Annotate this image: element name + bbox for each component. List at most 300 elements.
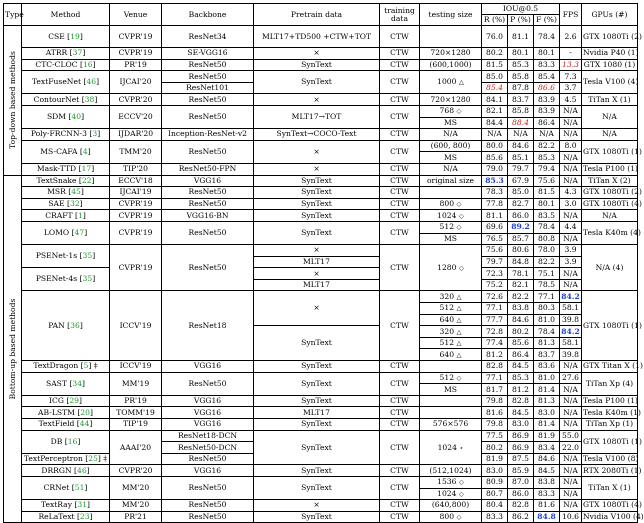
method-cell: CTC-CLOC [16] <box>22 59 110 71</box>
pretrain-cell: SynText <box>254 326 380 361</box>
precision-cell: 86.9 <box>508 442 534 454</box>
fmeasure-cell: 78.4 <box>534 26 560 48</box>
gpus-cell: GTX 1080Ti (4) <box>583 199 642 209</box>
venue-cell: TMM'20 <box>110 140 162 163</box>
citation-link[interactable]: 29 <box>69 396 79 406</box>
training-cell: CTW <box>380 187 420 199</box>
citation-link[interactable]: 22 <box>81 175 92 185</box>
fmeasure-cell: 81.9 <box>534 430 560 442</box>
venue-cell: ICCV'19 <box>110 361 162 373</box>
fps-cell: N/A <box>560 488 582 500</box>
fps-cell: 8.0 <box>560 140 582 152</box>
comparison-table <box>3 3 644 523</box>
fmeasure-cell: 81.4 <box>534 384 560 396</box>
fps-cell: 58.1 <box>560 337 582 349</box>
venue-cell: ICCV'19 <box>110 291 162 361</box>
fps-cell: N/A <box>560 419 582 431</box>
method-cell: SDM [40] <box>22 105 110 128</box>
recall-cell-best: 85.3 <box>482 175 508 187</box>
citation-link[interactable]: 5 <box>83 361 89 371</box>
method-cell: Poly-FRCNN-3 [3] <box>22 129 110 141</box>
test-size-cell: 768 ◇ <box>420 105 482 117</box>
venue-cell: MM'20 <box>110 476 162 499</box>
header-fmeasure: F (%) <box>534 15 560 26</box>
fps-cell: N/A <box>560 465 582 477</box>
test-size-cell: 1536 ◇ <box>420 476 482 488</box>
fmeasure-cell: 78.4 <box>534 221 560 233</box>
method-name: PSENet-4s <box>35 274 78 284</box>
recall-cell: 80.9 <box>482 476 508 488</box>
dagger-icon: ‡ <box>103 454 108 464</box>
group-bottom-up-label: Bottom-up based methods <box>7 298 17 400</box>
citation-link[interactable]: 1 <box>77 210 83 220</box>
backbone-cell: ResNet50 <box>162 140 254 163</box>
venue-cell: PR'19 <box>110 395 162 407</box>
method-name: CRAFT <box>45 210 73 220</box>
backbone-cell: ResNet50 <box>162 105 254 128</box>
header-method: Method <box>22 4 110 26</box>
precision-cell: 67.9 <box>508 175 534 187</box>
citation-link[interactable]: 35 <box>82 274 93 284</box>
citation-link[interactable]: 3 <box>92 129 98 139</box>
fps-cell: N/A <box>560 500 582 512</box>
gpus-cell: GTX 1080Ti (4) <box>583 500 642 510</box>
precision-cell: 85.8 <box>508 71 534 83</box>
citation-link[interactable]: 47 <box>74 228 85 238</box>
training-cell: CTW <box>380 361 420 373</box>
backbone-cell: ResNet50 <box>162 221 254 244</box>
test-size-cell: 720×1280 <box>420 94 482 106</box>
citation-link[interactable]: 51 <box>74 483 85 493</box>
method-cell: PAN [36] <box>22 291 110 361</box>
method-name: CRNet <box>43 483 70 493</box>
fps-cell: 3.7 <box>560 82 582 94</box>
method-name: SAST <box>46 378 67 388</box>
header-testing: testing size <box>420 4 482 26</box>
pretrain-cell: SynText <box>254 465 380 477</box>
citation-link[interactable]: 23 <box>79 512 90 522</box>
recall-cell: 75.6 <box>482 245 508 257</box>
recall-cell: 81.9 <box>482 453 508 465</box>
backbone-cell: ResNet50 <box>162 500 254 512</box>
fps-cell: N/A <box>560 407 582 419</box>
test-size-cell: 576×576 <box>420 419 482 431</box>
pretrain-cell: SynText <box>254 361 380 373</box>
fmeasure-cell: 83.4 <box>534 442 560 454</box>
test-size-cell: 720×1280 <box>420 48 482 60</box>
gpus-cell: Tesla P100 (1) <box>583 164 639 174</box>
fps-cell: 4.3 <box>560 187 582 199</box>
training-cell: CTW <box>380 175 420 187</box>
fps-cell: 58.1 <box>560 303 582 315</box>
recall-cell: 80.2 <box>482 442 508 454</box>
test-size-cell: 800 ◇ <box>420 198 482 210</box>
dagger-icon: ‡ <box>93 361 98 371</box>
training-cell: CTW <box>380 419 420 431</box>
fmeasure-cell: 83.3 <box>534 488 560 500</box>
backbone-cell: ResNet34 <box>162 26 254 48</box>
fps-cell: N/A <box>560 384 582 396</box>
gpus-cell: Tesla K40m (4) <box>582 221 638 244</box>
venue-cell: CVPR'19 <box>110 48 162 60</box>
venue-cell: CVPR'20 <box>110 465 162 477</box>
precision-cell: 85.0 <box>508 187 534 199</box>
venue-cell: MM'20 <box>110 500 162 512</box>
backbone-cell: VGG16 <box>162 175 254 187</box>
venue-cell: IJDAR'20 <box>110 129 162 141</box>
recall-cell: 81.1 <box>482 210 508 222</box>
pretrain-cell: SynText→COCO-Text <box>254 129 380 141</box>
fmeasure-cell: 75.1 <box>534 268 560 280</box>
training-cell: CTW <box>380 221 420 244</box>
method-cell: PSENet-4s [35] <box>22 268 110 291</box>
training-cell: CTW <box>380 500 420 512</box>
precision-cell: 85.1 <box>508 152 534 164</box>
gpus-cell: GTX 1080 (1) <box>582 59 638 71</box>
header-precision: P (%) <box>508 15 534 26</box>
method-name: Mask-TTD <box>36 164 77 174</box>
venue-cell: CVPR'20 <box>110 94 162 106</box>
recall-cell: 79.8 <box>482 419 508 431</box>
pretrain-cell: × <box>254 163 380 175</box>
citation-link[interactable]: 34 <box>72 378 83 388</box>
header-iou: IOU@0.5 <box>482 4 560 15</box>
recall-cell: 77.5 <box>482 430 508 442</box>
group-top-down <box>4 26 22 176</box>
recall-cell: 77.7 <box>482 314 508 326</box>
fmeasure-cell: 85.3 <box>534 152 560 164</box>
training-cell: CTW <box>380 163 420 175</box>
method-name: TextRay <box>40 500 72 510</box>
method-name: ContourNet <box>33 94 80 104</box>
pretrain-cell: × <box>254 291 380 326</box>
venue-cell: MM'19 <box>110 372 162 395</box>
pretrain-cell: SynText <box>254 198 380 210</box>
fmeasure-cell: 86.4 <box>534 117 560 129</box>
fmeasure-cell: 82.2 <box>534 256 560 268</box>
pretrain-cell: SynText <box>254 71 380 94</box>
method-name: ATRR <box>45 48 68 58</box>
method-cell: SAST [34] <box>22 372 110 395</box>
precision-cell: 82.1 <box>508 279 534 291</box>
citation-link[interactable]: 25 <box>88 454 98 464</box>
fps-cell: N/A <box>560 279 582 291</box>
method-cell: ICG [29] <box>22 395 110 407</box>
recall-cell: 85.6 <box>482 152 508 164</box>
method-cell: TextRay [31] <box>22 500 110 512</box>
precision-cell: 85.7 <box>508 233 534 245</box>
backbone-cell: ResNet18-DCN <box>162 430 254 442</box>
backbone-cell: VGG16 <box>162 419 254 431</box>
method-name: TextDragon <box>33 361 79 371</box>
method-name: CSE <box>48 31 65 41</box>
backbone-cell: ResNet50-FPN <box>162 163 254 175</box>
pretrain-cell: × <box>254 245 380 257</box>
test-size-cell: 1024 ◇ <box>420 488 482 500</box>
test-size-cell <box>420 361 482 373</box>
method-cell: TextField [44] <box>22 419 110 431</box>
header-type: Type <box>4 4 22 26</box>
pretrain-cell: × <box>254 94 380 106</box>
pretrain-cell: SynText <box>254 175 380 187</box>
fmeasure-cell: 83.3 <box>534 59 560 71</box>
gpus-cell: N/A (4) <box>582 245 638 291</box>
fmeasure-cell: 81.4 <box>534 419 560 431</box>
fmeasure-cell: 81.0 <box>534 314 560 326</box>
training-cell: CTW <box>380 210 420 222</box>
header-fps: FPS <box>560 4 582 26</box>
fmeasure-cell: 84.6 <box>534 453 560 465</box>
venue-cell: TOMM'19 <box>110 407 162 419</box>
pretrain-cell: SynText <box>254 395 380 407</box>
citation-link[interactable]: 35 <box>82 251 93 261</box>
method-cell: ReLaText [23] <box>22 511 110 523</box>
fmeasure-cell: 81.3 <box>534 337 560 349</box>
recall-cell: 76.5 <box>482 233 508 245</box>
venue-cell: CVPR'19 <box>110 210 162 222</box>
method-cell: PSENet-1s [35] <box>22 245 110 268</box>
fps-cell: N/A <box>560 152 582 164</box>
fmeasure-cell: 77.1 <box>534 291 560 303</box>
test-size-cell: 320 △ <box>420 291 482 303</box>
header-gpus: GPUs (#) <box>582 4 638 26</box>
precision-cell: 86.4 <box>508 349 534 361</box>
backbone-cell: ResNet50-DCN <box>162 442 254 454</box>
method-cell: ATRR [37] <box>22 48 110 60</box>
fps-cell: 22.0 <box>560 442 582 454</box>
fmeasure-cell: 83.0 <box>534 407 560 419</box>
test-size-cell: MS <box>420 117 482 129</box>
method-cell: SAE [32] <box>22 198 110 210</box>
test-size-cell: (640,800) <box>420 500 482 512</box>
fmeasure-cell: 82.2 <box>534 140 560 152</box>
method-cell: CSE [19] <box>22 26 110 48</box>
venue-cell: CVPR'19 <box>110 221 162 244</box>
precision-cell: 85.3 <box>508 59 534 71</box>
citation-link[interactable]: 40 <box>71 112 82 122</box>
fmeasure-cell: 80.8 <box>534 233 560 245</box>
training-cell: CTW <box>380 129 420 141</box>
pretrain-cell: SynText <box>254 187 380 199</box>
test-size-cell: 1024 ◇ <box>420 210 482 222</box>
recall-cell: 79.8 <box>482 395 508 407</box>
venue-cell: IJCAI'19 <box>110 187 162 199</box>
recall-cell: 83.0 <box>482 465 508 477</box>
fmeasure-cell: 78.4 <box>534 326 560 338</box>
precision-cell: 84.5 <box>508 361 534 373</box>
recall-cell: 76.0 <box>482 26 508 48</box>
precision-cell: 82.2 <box>508 291 534 303</box>
backbone-cell: ResNet50 <box>162 198 254 210</box>
recall-cell: 83.3 <box>482 511 508 523</box>
fps-cell: 2.6 <box>560 26 582 48</box>
recall-cell: 81.7 <box>482 384 508 396</box>
gpus-cell: TiTan Xp (1) <box>582 419 638 431</box>
method-cell: TextPerceptron [25] ‡ <box>22 453 110 465</box>
gpus-cell: TiTan X (1) <box>582 476 638 499</box>
pretrain-cell: MLT17 <box>254 256 380 268</box>
citation-link[interactable]: 20 <box>80 407 90 417</box>
backbone-cell: ResNet101 <box>162 82 254 94</box>
recall-cell: 84.4 <box>482 117 508 129</box>
pretrain-cell: SynText <box>254 372 380 395</box>
gpus-cell: TiTan X (2) <box>582 175 638 187</box>
fmeasure-cell: 79.4 <box>534 163 560 175</box>
method-name: TextPerceptron <box>23 454 83 464</box>
backbone-cell: VGG16 <box>162 395 254 407</box>
method-cell: Mask-TTD [17] <box>22 163 110 175</box>
gpus-cell: RTX 2080Ti (1) <box>583 465 642 475</box>
fmeasure-cell: 83.9 <box>534 94 560 106</box>
fmeasure-cell: 78.5 <box>534 279 560 291</box>
test-size-cell: 1000 △ <box>420 71 482 94</box>
gpus-cell: TiTan Xp (4) <box>582 372 638 395</box>
venue-cell: AAAI'20 <box>110 430 162 465</box>
test-size-cell: (600,1000) <box>420 59 482 71</box>
citation-link[interactable]: 46 <box>76 465 87 475</box>
fps-cell: N/A <box>560 175 582 187</box>
test-size-cell: (512,1024) <box>420 465 482 477</box>
test-size-cell: MS <box>420 152 482 164</box>
venue-cell: CVPR'19 <box>110 198 162 210</box>
recall-cell: 77.8 <box>482 198 508 210</box>
gpus-cell: N/A <box>582 105 638 128</box>
precision-cell: 80.6 <box>508 245 534 257</box>
fps-cell-highlight: 13.3 <box>560 59 582 71</box>
fmeasure-cell: 80.3 <box>534 303 560 315</box>
method-name: PAN <box>48 320 65 330</box>
citation-link[interactable]: 36 <box>70 320 80 330</box>
gpus-cell: GTX 1080Ti (2) <box>582 26 638 48</box>
precision-cell: 85.8 <box>508 105 534 117</box>
citation-link[interactable]: 31 <box>77 500 88 510</box>
venue-cell: TIP'20 <box>110 163 162 175</box>
backbone-cell: ResNet50 <box>162 453 254 465</box>
citation-link[interactable]: 37 <box>72 48 83 58</box>
fps-cell: N/A <box>560 233 582 245</box>
header-training: training data <box>380 4 420 26</box>
test-size-cell: 512 ◇ <box>420 221 482 233</box>
method-cell: TextSnake [22] <box>22 175 110 187</box>
fps-cell: 4.4 <box>560 221 582 233</box>
fmeasure-cell: 80.1 <box>534 48 560 60</box>
method-name: MSR <box>47 187 66 197</box>
test-size-cell: (600, 800) <box>420 140 482 152</box>
fps-cell: 10.6 <box>560 511 582 523</box>
method-name: SAE <box>48 199 65 209</box>
test-size-cell: 512 ◇ <box>420 372 482 384</box>
backbone-cell: ResNet50 <box>162 59 254 71</box>
fps-cell: N/A <box>560 361 582 373</box>
pretrain-cell: SynText <box>254 430 380 465</box>
venue-cell: ECCV'20 <box>110 105 162 128</box>
method-cell: CRAFT [1] <box>22 210 110 222</box>
fmeasure-cell: 81.5 <box>534 187 560 199</box>
method-cell: TextDragon [5] ‡ <box>22 361 110 373</box>
method-name: TextField <box>38 419 75 429</box>
method-name: ReLaText <box>38 512 75 522</box>
fps-cell: 3.9 <box>560 256 582 268</box>
group-top-down-label: Top-down based methods <box>7 51 17 150</box>
venue-cell: IJCAI'20 <box>110 71 162 94</box>
recall-cell: N/A <box>482 129 508 141</box>
recall-cell: 72.8 <box>482 326 508 338</box>
fmeasure-cell: 81.3 <box>534 395 560 407</box>
fmeasure-cell: 83.8 <box>534 476 560 488</box>
fps-cell: 27.6 <box>560 372 582 384</box>
precision-cell: 86.2 <box>508 511 534 523</box>
gpus-cell: TiTan X (1) <box>582 94 638 106</box>
training-cell: CTW <box>380 105 420 128</box>
citation-link[interactable]: 44 <box>79 419 90 429</box>
precision-cell: 82.7 <box>508 198 534 210</box>
gpus-cell: GTX 1080Ti (1) <box>582 291 638 361</box>
citation-link[interactable]: 16 <box>82 59 93 69</box>
fps-cell: 7.3 <box>560 71 582 83</box>
training-cell: CTW <box>380 59 420 71</box>
method-name: MS-CAFA <box>40 146 78 156</box>
backbone-cell: VGG16 <box>162 407 254 419</box>
method-cell: MSR [45] <box>22 187 110 199</box>
group-bottom-up <box>4 175 22 523</box>
precision-cell: 84.5 <box>508 407 534 419</box>
method-name: AB-LSTM <box>38 407 75 417</box>
fps-cell: N/A <box>560 395 582 407</box>
backbone-cell: ResNet50 <box>162 187 254 199</box>
fps-cell: N/A <box>560 105 582 117</box>
citation-link[interactable]: 38 <box>84 94 95 104</box>
test-size-cell: 512 △ <box>420 303 482 315</box>
recall-cell: 82.1 <box>482 105 508 117</box>
fps-cell: 3.0 <box>560 198 582 210</box>
recall-cell: 81.5 <box>482 59 508 71</box>
citation-link[interactable]: 17 <box>81 164 92 174</box>
test-size-cell: original size <box>420 175 482 187</box>
precision-cell: 78.1 <box>508 268 534 280</box>
fps-cell: N/A <box>560 129 582 141</box>
method-cell: DRRGN [46] <box>22 465 110 477</box>
recall-cell: 84.1 <box>482 94 508 106</box>
precision-cell: 86.0 <box>508 210 534 222</box>
citation-link[interactable]: 32 <box>69 199 80 209</box>
recall-cell: 77.4 <box>482 337 508 349</box>
citation-link[interactable]: 19 <box>70 31 80 41</box>
recall-cell: 72.6 <box>482 291 508 303</box>
training-cell: CTW <box>380 198 420 210</box>
training-cell: CTW <box>380 48 420 60</box>
test-size-cell <box>420 395 482 407</box>
test-size-cell: MS <box>420 384 482 396</box>
precision-cell: 81.1 <box>508 26 534 48</box>
precision-cell: 83.8 <box>508 303 534 315</box>
pretrain-cell: SynText <box>254 221 380 244</box>
precision-cell: 86.9 <box>508 430 534 442</box>
pretrain-cell: MLT17+TD500 +CTW+TOT <box>254 26 380 48</box>
precision-cell: 83.7 <box>508 94 534 106</box>
fps-cell: 4.5 <box>560 94 582 106</box>
citation-link[interactable]: 16 <box>67 436 78 446</box>
recall-cell: 80.2 <box>482 48 508 60</box>
backbone-cell: VGG16 <box>162 465 254 477</box>
fps-cell: N/A <box>560 117 582 129</box>
training-cell: CTW <box>380 245 420 291</box>
citation-link[interactable]: 4 <box>82 146 88 156</box>
precision-cell: 87.8 <box>508 82 534 94</box>
training-cell: CTW <box>380 511 420 523</box>
citation-link[interactable]: 45 <box>71 187 81 197</box>
citation-link[interactable]: 46 <box>86 77 97 87</box>
backbone-cell: VGG16 <box>162 361 254 373</box>
